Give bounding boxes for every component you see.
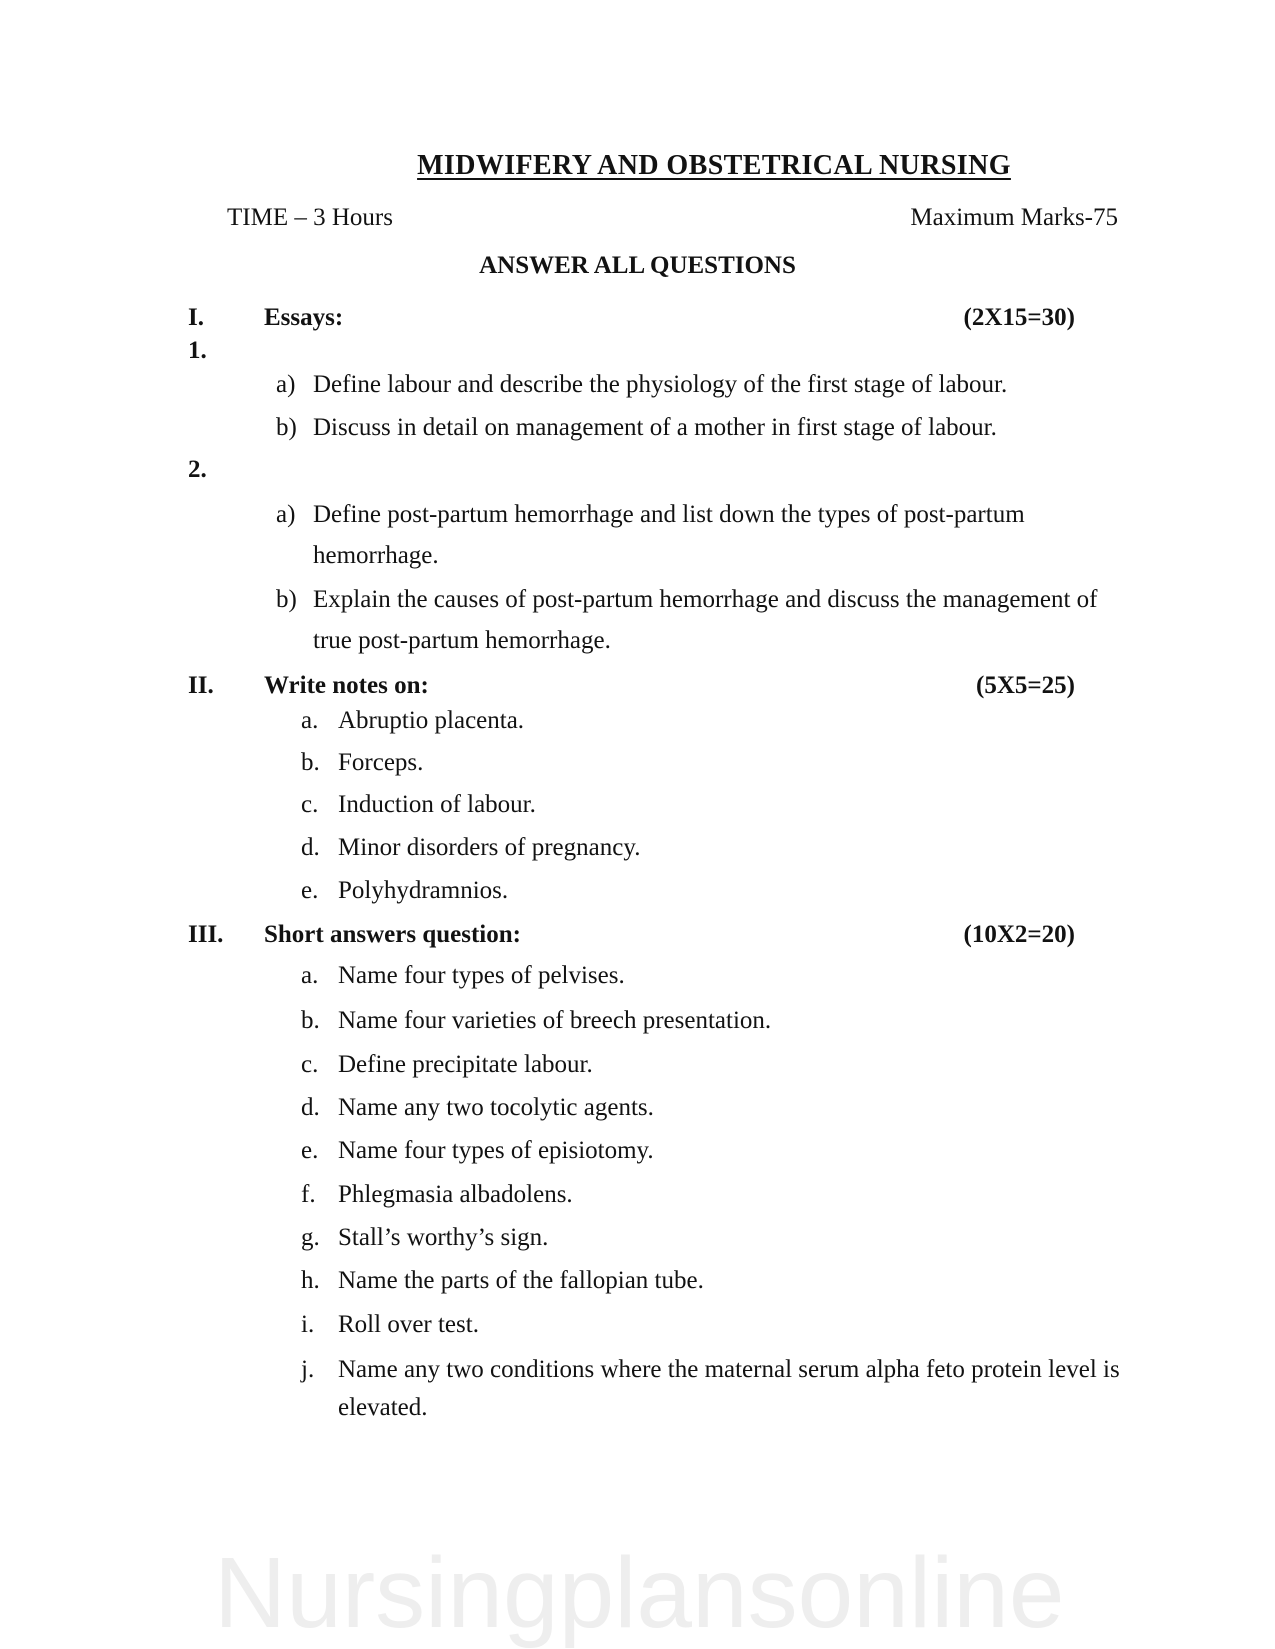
item-text: Name four types of pelvises. [338, 962, 625, 989]
section-header-short-answers [0, 917, 1275, 953]
question-number-row [0, 452, 1275, 488]
item-text: Minor disorders of pregnancy. [338, 834, 641, 861]
item-text: Abruptio placenta. [338, 707, 525, 734]
section-heading: Short answers question: [264, 921, 521, 948]
item-text: Name four types of episiotomy. [338, 1137, 654, 1164]
page-title: MIDWIFERY AND OBSTETRICAL NURSING [417, 150, 1011, 181]
section-numeral: III. [188, 921, 224, 948]
question-part-row [0, 410, 1275, 446]
part-marker: a) [276, 371, 296, 398]
item-text: Define precipitate labour. [338, 1051, 593, 1078]
list-item [0, 1003, 1275, 1039]
list-item [0, 1047, 1275, 1083]
item-marker: e. [301, 1137, 319, 1164]
meta-row [0, 200, 1275, 236]
item-marker: g. [301, 1224, 320, 1251]
question-part-row [0, 367, 1275, 403]
item-text: Forceps. [338, 749, 424, 776]
section-numeral: II. [188, 672, 214, 699]
section-heading: Essays: [264, 304, 344, 331]
question-number: 1. [188, 337, 207, 364]
list-item [0, 745, 1275, 781]
item-marker: d. [301, 1094, 320, 1121]
item-marker: c. [301, 1051, 319, 1078]
item-text: Stall’s worthy’s sign. [338, 1224, 549, 1251]
maximum-marks-label: Maximum Marks-75 [910, 204, 1118, 231]
time-label: TIME – 3 Hours [227, 204, 393, 231]
list-item [0, 1177, 1275, 1213]
list-item [0, 873, 1275, 909]
part-marker: b) [276, 586, 297, 613]
list-item [0, 958, 1275, 994]
title-row [0, 146, 1275, 186]
list-item [0, 1263, 1275, 1299]
instruction-line: ANSWER ALL QUESTIONS [479, 252, 796, 279]
item-text: Name the parts of the fallopian tube. [338, 1267, 704, 1294]
question-part-continuation [0, 623, 1275, 659]
item-marker: b. [301, 1007, 320, 1034]
list-item-continuation [0, 1390, 1275, 1426]
section-numeral: I. [188, 304, 204, 331]
question-number-row [0, 333, 1275, 369]
item-text: Name any two conditions where the maternal serum alpha feto protein level is [338, 1356, 1120, 1383]
item-text-continuation: elevated. [338, 1394, 428, 1421]
list-item [0, 1133, 1275, 1169]
list-item [0, 703, 1275, 739]
section-header-essays [0, 300, 1275, 336]
part-marker: b) [276, 414, 297, 441]
question-part-row [0, 497, 1275, 533]
part-text-continuation: true post-partum hemorrhage. [313, 627, 611, 654]
section-header-write-notes [0, 668, 1275, 704]
question-part-continuation [0, 538, 1275, 574]
item-text: Polyhydramnios. [338, 877, 509, 904]
item-marker: h. [301, 1267, 320, 1294]
list-item [0, 1220, 1275, 1256]
item-text: Name four varieties of breech presentation. [338, 1007, 772, 1034]
item-marker: b. [301, 749, 320, 776]
item-text: Roll over test. [338, 1311, 479, 1338]
list-item [0, 787, 1275, 823]
item-marker: f. [301, 1181, 316, 1208]
part-text: Define labour and describe the physiology of the first stage of labour. [313, 371, 1008, 398]
watermark-text: Nursingplansonline [214, 1537, 1065, 1649]
list-item [0, 1352, 1275, 1388]
part-marker: a) [276, 501, 296, 528]
section-heading: Write notes on: [264, 672, 429, 699]
section-marks: (2X15=30) [963, 304, 1075, 331]
part-text: Discuss in detail on management of a mother in first stage of labour. [313, 414, 997, 441]
section-marks: (10X2=20) [963, 921, 1075, 948]
item-text: Name any two tocolytic agents. [338, 1094, 654, 1121]
item-marker: c. [301, 791, 319, 818]
item-marker: d. [301, 834, 320, 861]
item-marker: i. [301, 1311, 315, 1338]
part-text: Define post-partum hemorrhage and list down the types of post-partum [313, 501, 1025, 528]
item-marker: j. [301, 1356, 315, 1383]
part-text: Explain the causes of post-partum hemorrhage and discuss the management of [313, 586, 1098, 613]
question-part-row [0, 582, 1275, 618]
section-marks: (5X5=25) [976, 672, 1075, 699]
list-item [0, 830, 1275, 866]
item-text: Induction of labour. [338, 791, 536, 818]
list-item [0, 1307, 1275, 1343]
item-marker: a. [301, 962, 319, 989]
item-marker: a. [301, 707, 319, 734]
item-marker: e. [301, 877, 319, 904]
item-text: Phlegmasia albadolens. [338, 1181, 573, 1208]
part-text-continuation: hemorrhage. [313, 542, 439, 569]
list-item [0, 1090, 1275, 1126]
question-number: 2. [188, 456, 207, 483]
